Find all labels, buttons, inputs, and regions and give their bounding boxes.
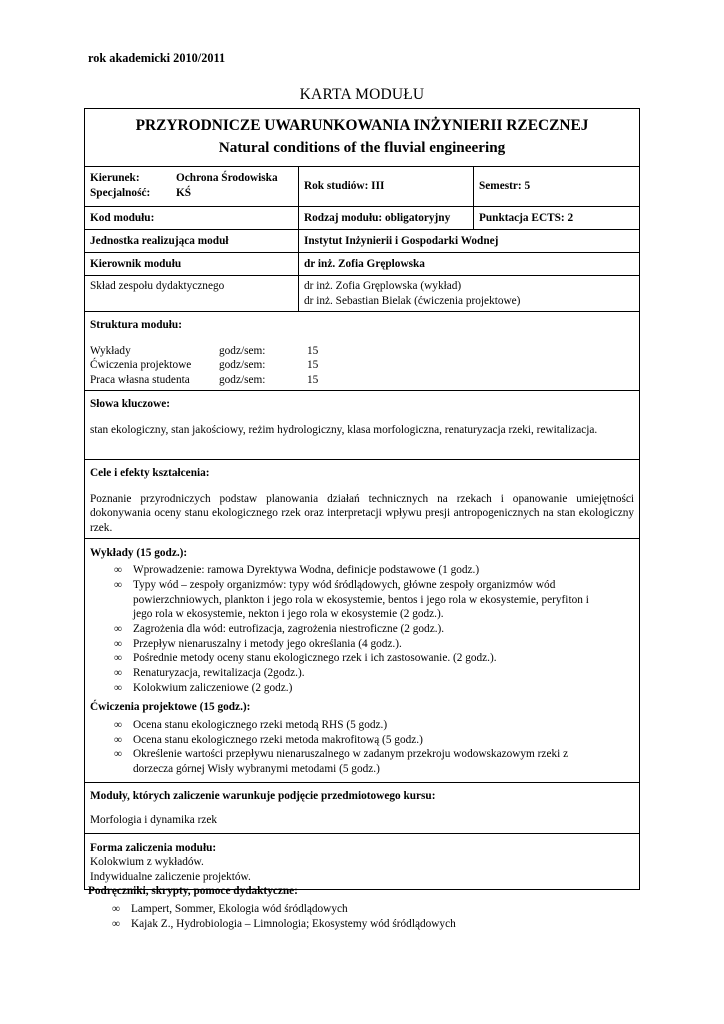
unit-label-cell — [85, 230, 299, 253]
title-row — [85, 109, 640, 167]
assessment-line: Indywidualne zaliczenie projektów. — [90, 871, 251, 884]
list-item: ∞ Wprowadzenie: ramowa Dyrektywa Wodna, definicje podstawowe (1 godz.) — [90, 563, 634, 578]
head-row — [85, 253, 640, 276]
team-label: Skład zespołu dydaktycznego — [90, 280, 225, 292]
ects-points: Punktacja ECTS: 2 — [479, 211, 574, 224]
semester-cell — [474, 167, 640, 207]
assessment-line: Kolokwium z wykładów. — [90, 856, 204, 869]
document-title: KARTA MODUŁU — [299, 86, 425, 103]
list-item: ∞ Pośrednie metody oceny stanu ekologicznego rzek i ich zastosowanie. (2 godz.). — [90, 651, 634, 666]
module-title-cell — [85, 109, 640, 167]
ects-cell — [474, 207, 640, 230]
list-item: ∞ Typy wód – zespoły organizmów: typy wód śródlądowych, główne zespoły organizmów wód powierzchniowych, plankton i jego rola w ekosystemie, bentos i jego rola w ekosystemie, peryfiton i jego rola w ekosystemie, nekton i jego rola w ekosystemie (2 godz.). — [90, 578, 634, 622]
exercises-list — [90, 718, 634, 777]
structure-row — [85, 312, 640, 391]
list-item: ∞ Ocena stanu ekologicznego rzeki metoda makrofitową (5 godz.) — [90, 733, 634, 748]
team-member: dr inż. Zofia Gręplowska (wykład) — [304, 280, 462, 292]
team-value-cell — [299, 276, 640, 312]
books-heading: Podręczniki, skrypty, pomoce dydaktyczne: — [88, 885, 298, 897]
keywords-text: stan ekologiczny, stan jakościowy, reżim hydrologiczny, klasa morfologiczna, renaturyzacja rzeki, rewitalizacja. — [90, 423, 598, 436]
structure-item-hours: 15 — [307, 374, 319, 387]
lectures-list — [90, 563, 634, 695]
module-code-label: Kod modułu: — [90, 211, 155, 224]
keywords-row — [85, 391, 640, 460]
kierunek-line — [90, 171, 293, 186]
list-item: ∞ Przepływ nienaruszalny i metody jego określania (4 godz.). — [90, 637, 634, 652]
program-row — [85, 167, 640, 207]
structure-item-name: Praca własna studenta — [90, 374, 190, 387]
goals-heading: Cele i efekty kształcenia: — [90, 467, 210, 479]
kierunek-value: Ochrona Środowiska — [176, 172, 278, 184]
list-item: ∞ Zagrożenia dla wód: eutrofizacja, zagrożenia niestroficzne (2 godz.). — [90, 622, 634, 637]
goals-cell — [85, 460, 640, 539]
module-code-cell — [85, 207, 299, 230]
module-title-pl: PRZYRODNICZE UWARUNKOWANIA INŻYNIERII RZECZNEJ — [135, 117, 589, 134]
code-row — [85, 207, 640, 230]
goals-row — [85, 460, 640, 539]
head-label: Kierownik modułu — [90, 257, 182, 270]
team-row — [85, 276, 640, 312]
module-title-en: Natural conditions of the fluvial engineering — [218, 138, 506, 156]
books-list — [88, 902, 648, 931]
structure-item-unit: godz/sem: — [219, 344, 266, 357]
semester: Semestr: 5 — [479, 180, 531, 193]
unit-row — [85, 230, 640, 253]
assessment-heading: Forma zaliczenia modułu: — [90, 841, 217, 854]
head-value: dr inż. Zofia Gręplowska — [304, 257, 425, 270]
kierunek-label: Kierunek: — [90, 172, 140, 184]
prereq-cell — [85, 782, 640, 833]
lectures-heading: Wykłady (15 godz.): — [90, 546, 188, 559]
goals-text: Poznanie przyrodniczych podstaw planowania działań technicznych na rzekach i opanowanie umiejętności dokonywania oceny stanu ekologicznego rzek oraz interpretacji wpływu presji antropogenicznych na stan ekologiczny rzek. — [90, 492, 635, 535]
specjalnosc-line — [90, 186, 293, 201]
structure-item-hours: 15 — [307, 359, 319, 372]
program-cell — [85, 167, 299, 207]
content-cell — [85, 538, 640, 782]
specjalnosc-value: KŚ — [176, 186, 192, 199]
unit-value-cell — [299, 230, 640, 253]
team-member: dr inż. Sebastian Bielak (ćwiczenia projektowe) — [304, 294, 521, 307]
year-of-study: Rok studiów: III — [304, 180, 385, 193]
unit-label: Jednostka realizująca moduł — [90, 234, 229, 247]
exercises-heading: Ćwiczenia projektowe (15 godz.): — [90, 701, 251, 714]
structure-item-unit: godz/sem: — [219, 374, 266, 387]
unit-value: Instytut Inżynierii i Gospodarki Wodnej — [304, 234, 499, 247]
list-item: ∞ Renaturyzacja, rewitalizacja (2godz.). — [90, 666, 634, 681]
list-item: ∞ Lampert, Sommer, Ekologia wód śródlądowych — [88, 902, 648, 917]
structure-heading: Struktura modułu: — [90, 319, 182, 331]
list-item: ∞ Ocena stanu ekologicznego rzeki metodą RHS (5 godz.) — [90, 718, 634, 733]
list-item: ∞ Określenie wartości przepływu nienaruszalnego w zadanym przekroju wodowskazowym rzeki z dorzecza górnej Wisły wybranymi metodami (5 godz.) — [90, 747, 634, 776]
structure-item-name: Wykłady — [90, 344, 131, 357]
module-card-table — [84, 108, 640, 890]
keywords-cell — [85, 391, 640, 460]
head-value-cell — [299, 253, 640, 276]
prereq-row — [85, 782, 640, 833]
list-item: ∞ Kajak Z., Hydrobiologia – Limnologia; Ekosystemy wód śródlądowych — [88, 917, 648, 932]
structure-cell — [85, 312, 640, 391]
list-item: ∞ Kolokwium zaliczeniowe (2 godz.) — [90, 681, 634, 696]
module-type: Rodzaj modułu: obligatoryjny — [304, 211, 451, 224]
structure-item-name: Ćwiczenia projektowe — [90, 359, 192, 372]
prereq-text: Morfologia i dynamika rzek — [90, 814, 218, 827]
structure-item — [90, 344, 634, 359]
keywords-heading: Słowa kluczowe: — [90, 398, 171, 410]
specjalnosc-label: Specjalność: — [90, 186, 151, 199]
head-label-cell — [85, 253, 299, 276]
assessment-row — [85, 833, 640, 889]
books-section — [88, 899, 648, 931]
structure-item — [90, 358, 634, 373]
year-of-study-cell — [299, 167, 474, 207]
assessment-cell — [85, 833, 640, 889]
structure-item — [90, 373, 634, 388]
structure-item-hours: 15 — [307, 344, 319, 357]
content-row — [85, 538, 640, 782]
structure-item-unit: godz/sem: — [219, 359, 266, 372]
module-type-cell — [299, 207, 474, 230]
team-label-cell — [85, 276, 299, 312]
prereq-heading: Moduły, których zaliczenie warunkuje podjęcie przedmiotowego kursu: — [90, 789, 436, 802]
academic-year: rok akademicki 2010/2011 — [88, 51, 226, 65]
